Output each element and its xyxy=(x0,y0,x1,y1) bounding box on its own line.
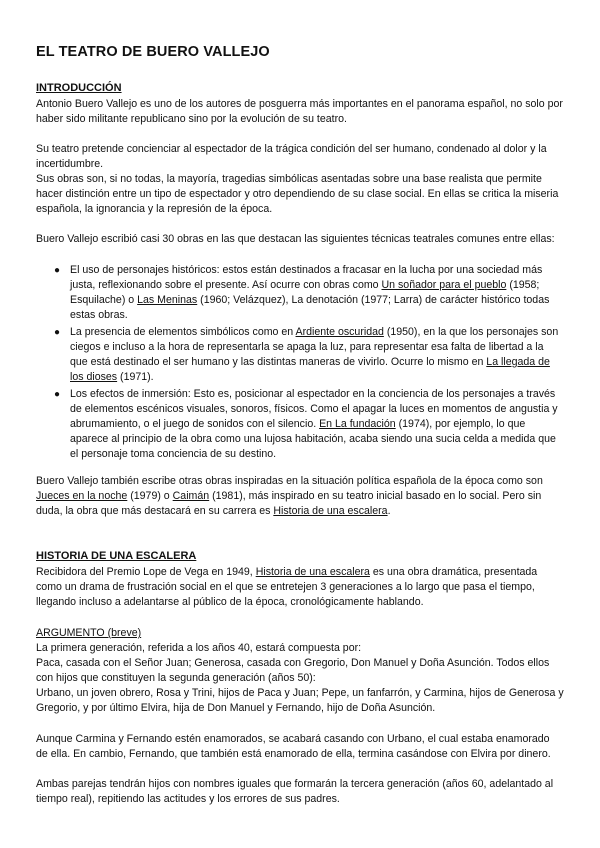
work-link[interactable]: Las Meninas xyxy=(137,294,198,306)
document-title: EL TEATRO DE BUERO VALLEJO xyxy=(36,44,270,60)
argumento-line-2: Paca, casada con el Señor Juan; Generosa, casada con Gregorio, Don Manuel y Doña Asunción. Todos ellos con hijos que constituyen la segunda generación (años 50): xyxy=(36,657,550,684)
work-link[interactable]: Jueces en la noche xyxy=(36,490,128,502)
argumento-heading: ARGUMENTO (breve) xyxy=(36,627,142,639)
historia-paragraph-1: Recibidora del Premio Lope de Vega en 1949, Historia de una escalera es una obra dramática, presentada como un drama de frustración social en el que se entretejen 3 generaciones a lo largo que pasa el tiempo, llegando incluso a adelantarse al público de la época, cronológicamente hablando. xyxy=(36,566,538,608)
intro-paragraph-2a: Su teatro pretende concienciar al espectador de la trágica condición del ser humano, condenado al dolor y la incertidumbre. xyxy=(36,143,547,170)
argumento-line-5: Ambas parejas tendrán hijos con nombres iguales que formarán la tercera generación (años 60, adelantado al tiempo real), repitiendo las actitudes y los errores de sus padres. xyxy=(36,778,554,805)
intro-heading: INTRODUCCIÓN xyxy=(36,82,122,94)
work-link[interactable]: Un soñador para el pueblo xyxy=(381,279,507,291)
work-link[interactable]: Historia de una escalera xyxy=(255,566,370,578)
bullet-icon: ● xyxy=(54,265,61,276)
historia-heading: HISTORIA DE UNA ESCALERA xyxy=(36,550,197,562)
intro-paragraph-2b: Sus obras son, si no todas, la mayoría, tragedias simbólicas asentadas sobre una base realista que permite hacer distinción entre un tipo de espectador y otro dependiendo de su clase social. En ellas se critica la miseria española, la ignorancia y la represión de la época. xyxy=(36,173,559,215)
work-link[interactable]: En La fundación xyxy=(319,418,396,430)
techniques-list xyxy=(36,263,564,464)
intro-paragraph-4: Buero Vallejo también escribe otras obras inspiradas en la situación política española de la época como son Jueces en la noche (1979) o Caimán (1981), más inspirado en su teatro inicial basado en lo social. Pero sin duda, la obra que más destacará en su carrera es Historia de una escalera. xyxy=(36,475,543,517)
intro-paragraph-1: Antonio Buero Vallejo es uno de los autores de posguerra más importantes en el panorama español, no solo por haber sido militante republicano sino por la evolución de su teatro. xyxy=(36,98,563,125)
work-link[interactable]: Caimán xyxy=(172,490,210,502)
intro-paragraph-3: Buero Vallejo escribió casi 30 obras en las que destacan las siguientes técnicas teatrales comunes entre ellas: xyxy=(36,233,555,245)
bullet-icon: ● xyxy=(54,327,61,338)
list-item: ● Los efectos de inmersión: Esto es, posicionar al espectador en la conciencia de los personajes a través de elementos escénicos visuales, sonoros, físicos. Como el apagar la luces en momentos de angustia y abrumamiento, o el juego de sonidos con el silencio. En La fundación (1974), por ejemplo, lo que aparece al principio de la obra como una lujosa habitación, acaba siendo una sucia celda a medida que el personaje toma conciencia de su destino. xyxy=(54,388,558,460)
list-item: ● El uso de personajes históricos: estos están destinados a fracasar en la lucha por una sociedad más justa, reflexionando sobre el presente. Así ocurre con obras como Un soñador para el pueblo (1958; Esquilache) o Las Meninas (1960; Velázquez), La denotación (1977; Larra) de carácter histórico todas estas obras. xyxy=(54,264,550,321)
work-link[interactable]: Ardiente oscuridad xyxy=(295,326,384,338)
bullet-icon: ● xyxy=(54,389,61,400)
list-item: ● La presencia de elementos simbólicos como en Ardiente oscuridad (1950), en la que los personajes son ciegos e incluso a la hora de representarla se apaga la luz, para representar esa falta de libertad a la que está destinado el ser humano y las distintas maneras de vivirlo. Ocurre lo mismo en La llegada de los dioses (1971). xyxy=(54,326,559,383)
argumento-line-4: Aunque Carmina y Fernando estén enamorados, se acabará casando con Urbano, el cual estaba enamorado de ella. En cambio, Fernando, que también está enamorado de ella, termina casándose con Elvira por dinero. xyxy=(36,733,551,760)
argumento-line-3: Urbano, un joven obrero, Rosa y Trini, hijos de Paca y Juan; Pepe, un fanfarrón, y Carmina, hijos de Generosa y Gregorio, y por último Elvira, hija de Don Manuel y Fernando, hijo de Doña Asunción. xyxy=(36,687,564,714)
work-link[interactable]: La llegada de los dioses xyxy=(70,356,550,383)
work-link[interactable]: Historia de una escalera xyxy=(273,505,388,517)
argumento-line-1: La primera generación, referida a los años 40, estará compuesta por: xyxy=(36,642,362,654)
